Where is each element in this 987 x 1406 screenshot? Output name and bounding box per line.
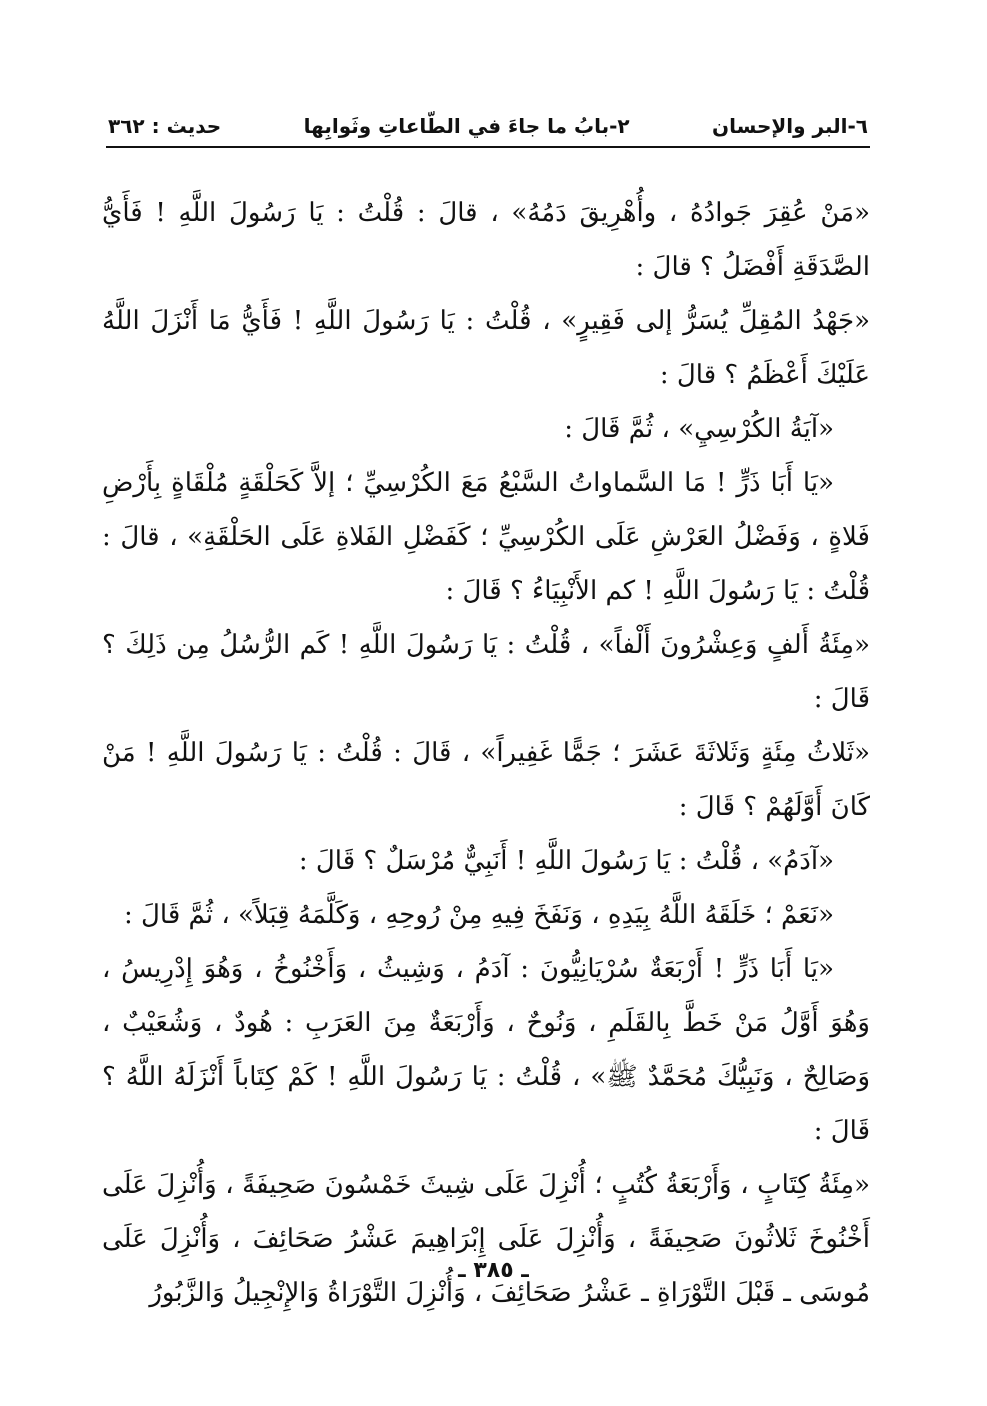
header-chapter-title: ٢-بابُ ما جاءَ في الطّاعاتِ وثَوابِها (303, 114, 630, 138)
paragraph: «مَنْ عُقِرَ جَوادُهُ ، وأُهْرِيقَ دَمُهُ» ، قالَ : قُلْتُ : يَا رَسُولَ اللَّهِ ! فَأَيُّ الصَّدَقَةِ أَفْضَلُ ؟ قالَ : (102, 198, 870, 282)
paragraph: «آدَمُ» ، قُلْتُ : يَا رَسُولَ اللَّهِ ! أَنَبِيٌّ مُرْسَلٌ ؟ قَالَ : (298, 846, 834, 876)
header-book-section: ٦-البر والإحسان (712, 114, 868, 138)
page-number: ـ ٣٨٥ ـ (458, 1258, 529, 1283)
header-rule (106, 146, 870, 148)
hadith-text-body (102, 186, 870, 1320)
paragraph: «مِئَةُ كِتَابٍ ، وَأَرْبَعَةُ كُتُبٍ ؛ أُنْزِلَ عَلَى شِيثَ خَمْسُونَ صَحِيفَةً ، وَأُنْزِلَ عَلَى أَخْنُوخَ ثَلاثُونَ صَحِيفَةً ، وَأُنْزِلَ عَلَى إِبْرَاهِيمَ عَشْرُ صَحَائِفَ ، وَأُنْزِلَ عَلَى مُوسَى ـ قَبْلَ التَّوْرَاةِ ـ عَشْرُ صَحَائِفَ ، وَأُنْزِلَ التَّوْرَاةُ وَالإِنْجِيلُ وَالزَّبُورُ (102, 1170, 870, 1308)
header-hadith-number: حديث : ٣٦٢ (108, 114, 222, 138)
paragraph: «جَهْدُ المُقِلِّ يُسَرُّ إلى فَقِيرٍ» ، قُلْتُ : يَا رَسُولَ اللَّهِ ! فَأَيُّ مَا أَنْزَلَ اللَّهُ عَلَيْكَ أَعْظَمُ ؟ قالَ : (102, 306, 870, 390)
paragraph: «نَعَمْ ؛ خَلَقَهُ اللَّهُ بِيَدِهِ ، وَنَفَخَ فِيهِ مِنْ رُوحِهِ ، وَكَلَّمَهُ قِبَلاً» ، ثُمَّ قَالَ : (123, 900, 834, 930)
paragraph: «يَا أَبَا ذَرٍّ ! مَا السَّماواتُ السَّبْعُ مَعَ الكُرْسِيِّ ؛ إلاَّ كَحَلْقَةٍ مُلْقَاةٍ بِأَرْضِ فَلاةٍ ، وَفَضْلُ العَرْشِ عَلَى الكُرْسِيِّ ؛ كَفَضْلِ الفَلاةِ عَلَى الحَلْقَةِ» ، قالَ : قُلْتُ : يَا رَسُولَ اللَّهِ ! كم الأَنْبِيَاءُ ؟ قَالَ : (102, 468, 870, 606)
running-header (108, 104, 868, 144)
paragraph: «ثَلاثُ مِئَةٍ وَثَلاثَةَ عَشَرَ ؛ جَمًّا غَفِيراً» ، قَالَ : قُلْتُ : يَا رَسُولَ اللَّهِ ! مَنْ كَانَ أَوَّلَهُمْ ؟ قَالَ : (102, 738, 870, 822)
paragraph: «مِئَةُ أَلفٍ وَعِشْرُونَ أَلْفاً» ، قُلْتُ : يَا رَسُولَ اللَّهِ ! كَم الرُّسُلُ مِن ذَلِكَ ؟ قَالَ : (102, 630, 870, 714)
paragraph: «يَا أَبَا ذَرٍّ ! أَرْبَعَةٌ سُرْيَانِيُّونَ : آدَمُ ، وَشِيثُ ، وَأَخْنُوخُ ، وَهُوَ إِدْرِيسُ ، وَهُوَ أَوَّلُ مَنْ خَطَّ بِالقَلَمِ ، وَنُوحٌ ، وَأَرْبَعَةٌ مِنَ العَرَبِ : هُودٌ ، وَشُعَيْبٌ ، وَصَالِحٌ ، وَنَبِيُّكَ مُحَمَّدٌ ﷺ» ، قُلْتُ : يَا رَسُولَ اللَّهِ ! كَمْ كِتَاباً أَنْزَلَهُ اللَّهُ ؟ قَالَ : (102, 954, 870, 1146)
paragraph: «آيَةُ الكُرْسِيِ» ، ثُمَّ قَالَ : (564, 414, 834, 444)
